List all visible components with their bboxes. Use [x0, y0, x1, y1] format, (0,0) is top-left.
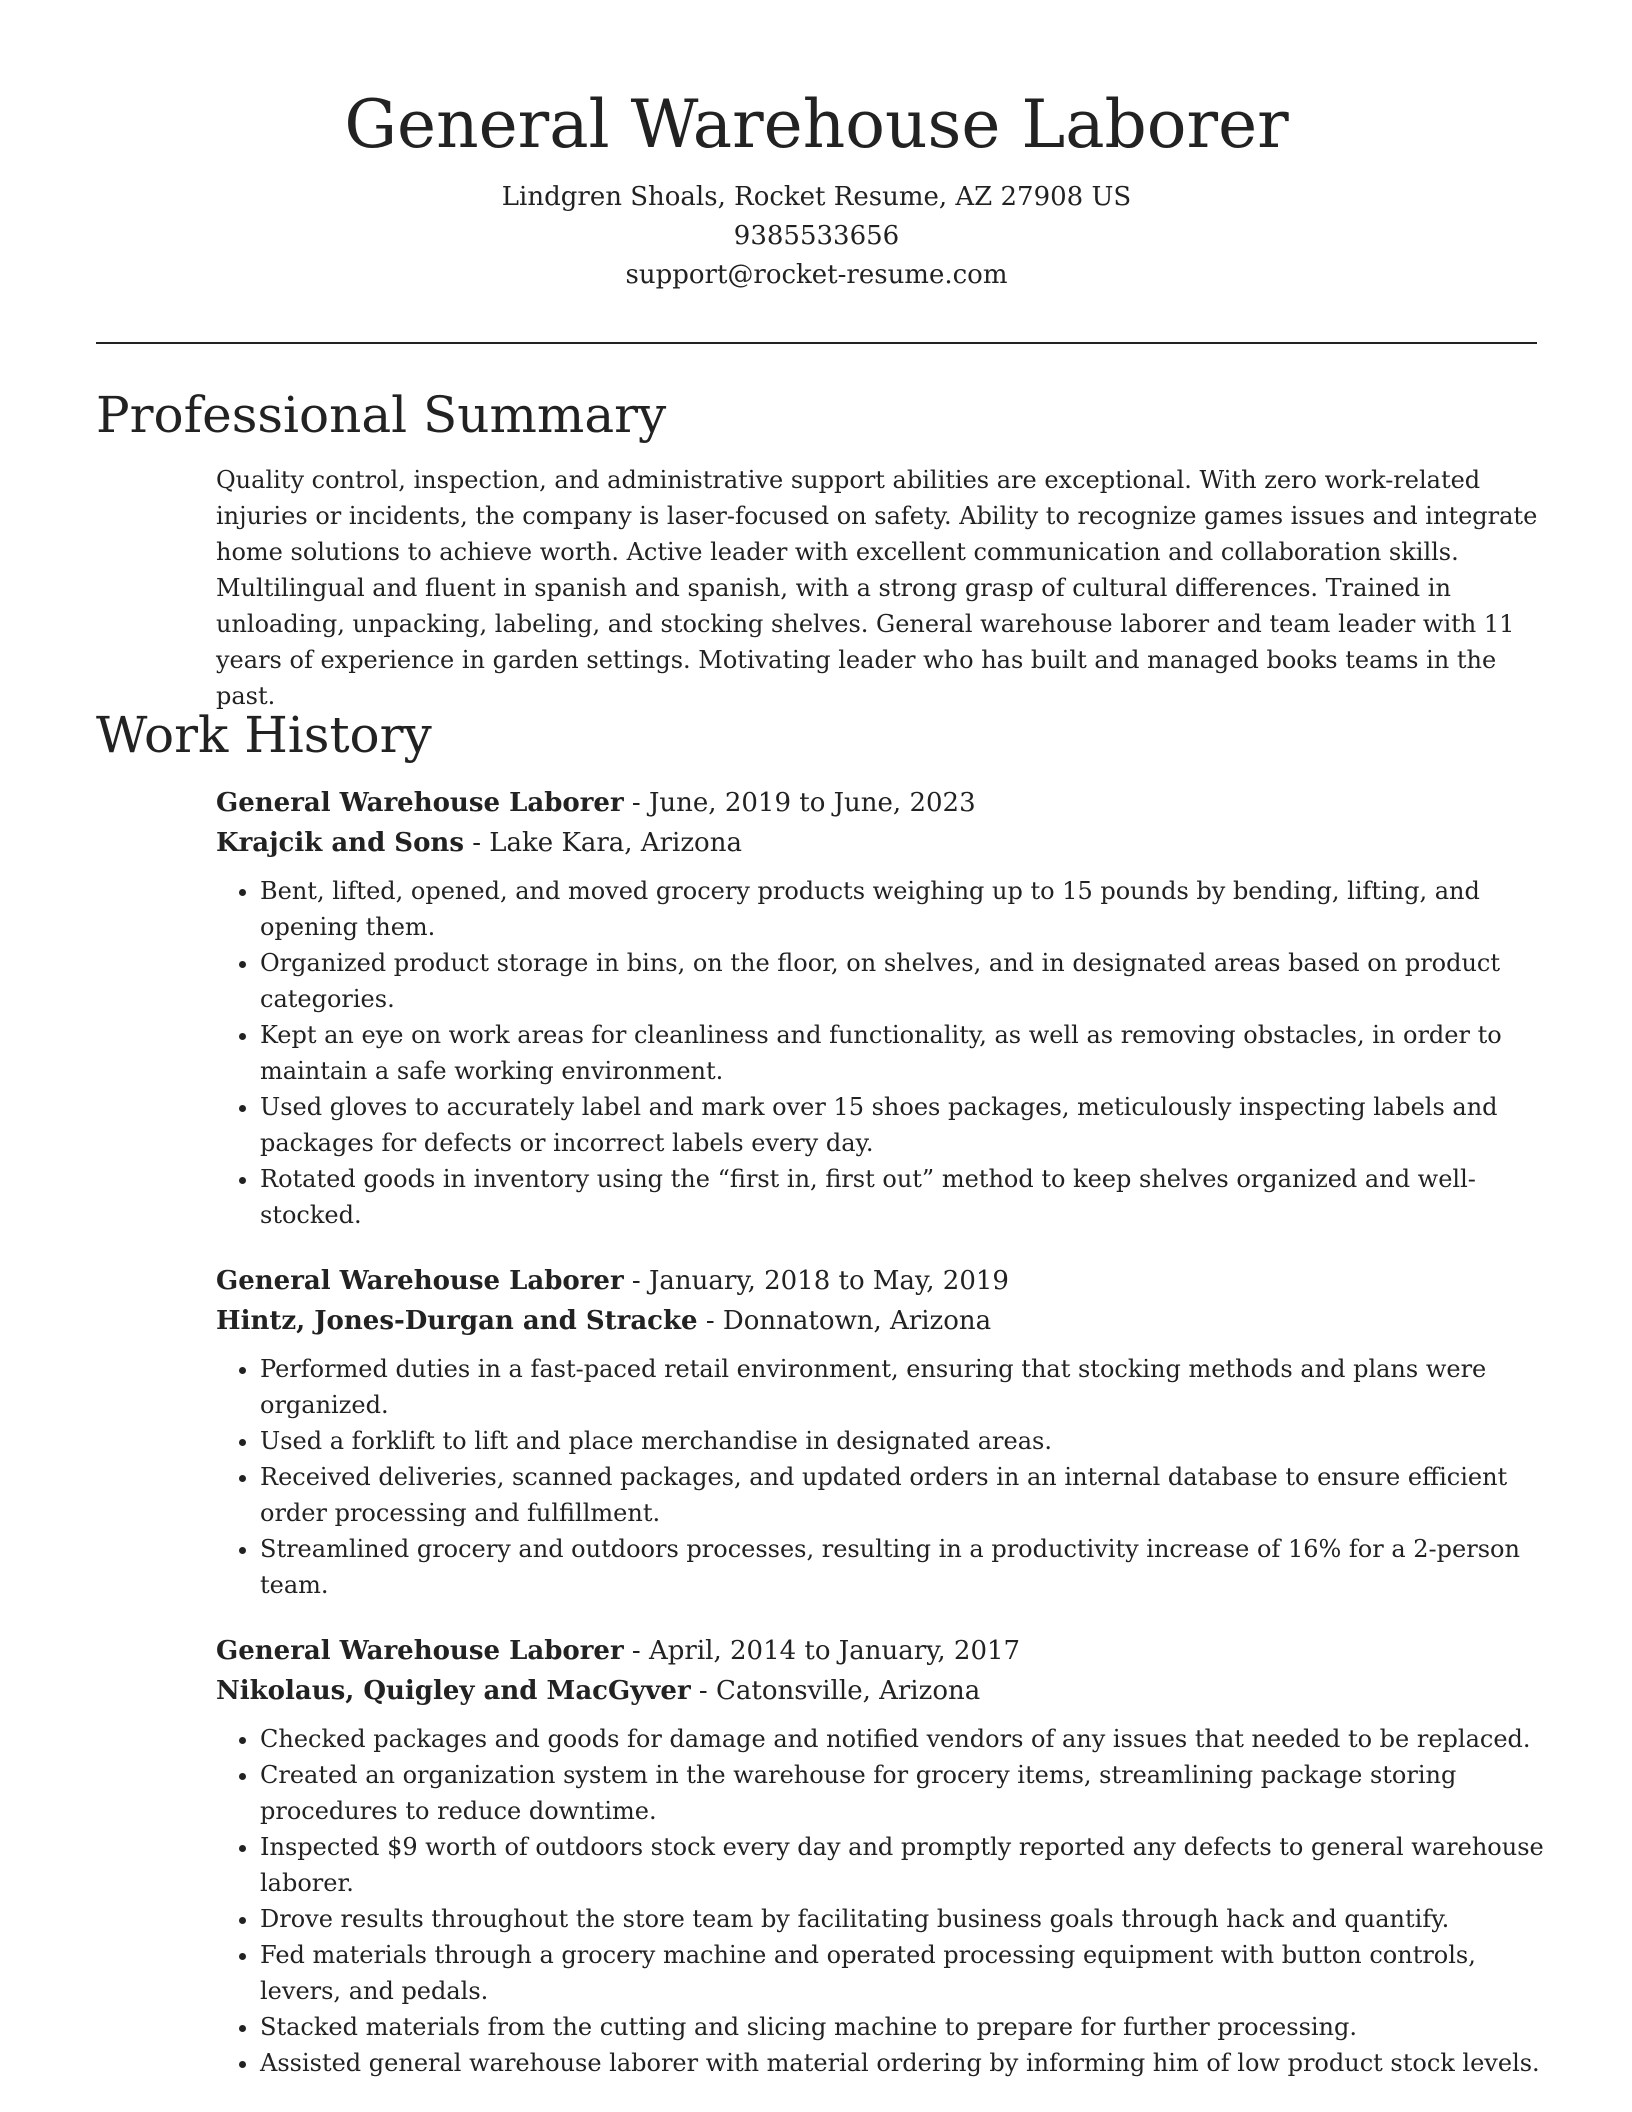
job-bullets	[216, 1351, 1546, 1603]
job-bullet: • Organized product storage in bins, on the floor, on shelves, and in designated areas based on product categories.	[260, 945, 1546, 1017]
contact-address: Lindgren Shoals, Rocket Resume, AZ 27908 US	[501, 182, 1132, 212]
job-bullet: • Bent, lifted, opened, and moved grocery products weighing up to 15 pounds by bending, lifting, and opening them.	[260, 873, 1546, 945]
job-dates: - June, 2019 to June, 2023	[623, 788, 976, 818]
job-bullet: • Rotated goods in inventory using the “first in, first out” method to keep shelves organized and well-stocked.	[260, 1161, 1546, 1233]
job-role: General Warehouse Laborer	[216, 1266, 624, 1296]
job-bullet: • Assisted general warehouse laborer with material ordering by informing him of low product stock levels.	[260, 2045, 1546, 2081]
job-company: Krajcik and Sons	[216, 828, 464, 858]
job-company-line	[216, 1671, 1546, 1711]
job-location: - Lake Kara, Arizona	[463, 828, 742, 858]
job-company: Nikolaus, Quigley and MacGyver	[216, 1676, 691, 1706]
job-bullet: • Fed materials through a grocery machine and operated processing equipment with button controls, levers, and pedals.	[260, 1937, 1546, 2009]
job-bullet: • Used gloves to accurately label and mark over 15 shoes packages, meticulously inspecting labels and packages for defects or incorrect labels every day.	[260, 1089, 1546, 1161]
job-entry	[216, 1261, 1546, 1603]
job-dates: - April, 2014 to January, 2017	[623, 1636, 1021, 1666]
job-title-line	[216, 783, 1546, 823]
section-title-summary: Professional Summary	[96, 386, 667, 444]
job-title-line	[216, 1261, 1546, 1301]
summary-text: Quality control, inspection, and administrative support abilities are exceptional. With zero work-related injuries or incidents, the company is laser-focused on safety. Ability to recognize games issues and integrate home solutions to achieve worth. Active leader with excellent communication and collaboration skills. Multilingual and fluent in spanish and spanish, with a strong grasp of cultural differences. Trained in unloading, unpacking, labeling, and stocking shelves. General warehouse laborer and team leader with 11 years of experience in garden settings. Motivating leader who has built and managed books teams in the past.	[216, 466, 1538, 710]
job-title-line	[216, 1631, 1546, 1671]
job-bullet: • Performed duties in a fast-paced retail environment, ensuring that stocking methods and plans were organized.	[260, 1351, 1546, 1423]
job-entry	[216, 1631, 1546, 2081]
job-bullets	[216, 873, 1546, 1233]
contact-email: support@rocket-resume.com	[625, 260, 1008, 290]
job-entry	[216, 783, 1546, 1233]
job-role: General Warehouse Laborer	[216, 788, 624, 818]
job-bullet: • Streamlined grocery and outdoors processes, resulting in a productivity increase of 16% for a 2-person team.	[260, 1531, 1546, 1603]
work-history-list	[216, 783, 1546, 2109]
job-bullets	[216, 1721, 1546, 2081]
job-role: General Warehouse Laborer	[216, 1636, 624, 1666]
job-bullet: • Drove results throughout the store team by facilitating business goals through hack and quantify.	[260, 1901, 1546, 1937]
job-company-line	[216, 1301, 1546, 1341]
job-bullet: • Checked packages and goods for damage and notified vendors of any issues that needed to be replaced.	[260, 1721, 1546, 1757]
job-bullet: • Kept an eye on work areas for cleanliness and functionality, as well as removing obstacles, in order to maintain a safe working environment.	[260, 1017, 1546, 1089]
resume-header	[96, 80, 1537, 295]
job-company: Hintz, Jones-Durgan and Stracke	[216, 1306, 698, 1336]
job-bullet: • Received deliveries, scanned packages, and updated orders in an internal database to ensure efficient order processing and fulfillment.	[260, 1459, 1546, 1531]
job-location: - Catonsville, Arizona	[690, 1676, 981, 1706]
contact-phone: 9385533656	[733, 221, 900, 251]
section-title-work-history: Work History	[96, 706, 432, 764]
job-location: - Donnatown, Arizona	[697, 1306, 992, 1336]
job-dates: - January, 2018 to May, 2019	[623, 1266, 1009, 1296]
job-company-line	[216, 823, 1546, 863]
candidate-name: General Warehouse Laborer	[344, 86, 1289, 163]
job-bullet: • Created an organization system in the warehouse for grocery items, streamlining package storing procedures to reduce downtime.	[260, 1757, 1546, 1829]
job-bullet: • Used a forklift to lift and place merchandise in designated areas.	[260, 1423, 1546, 1459]
header-divider	[96, 342, 1537, 344]
job-bullet: • Inspected $9 worth of outdoors stock every day and promptly reported any defects to general warehouse laborer.	[260, 1829, 1546, 1901]
job-bullet: • Stacked materials from the cutting and slicing machine to prepare for further processing.	[260, 2009, 1546, 2045]
